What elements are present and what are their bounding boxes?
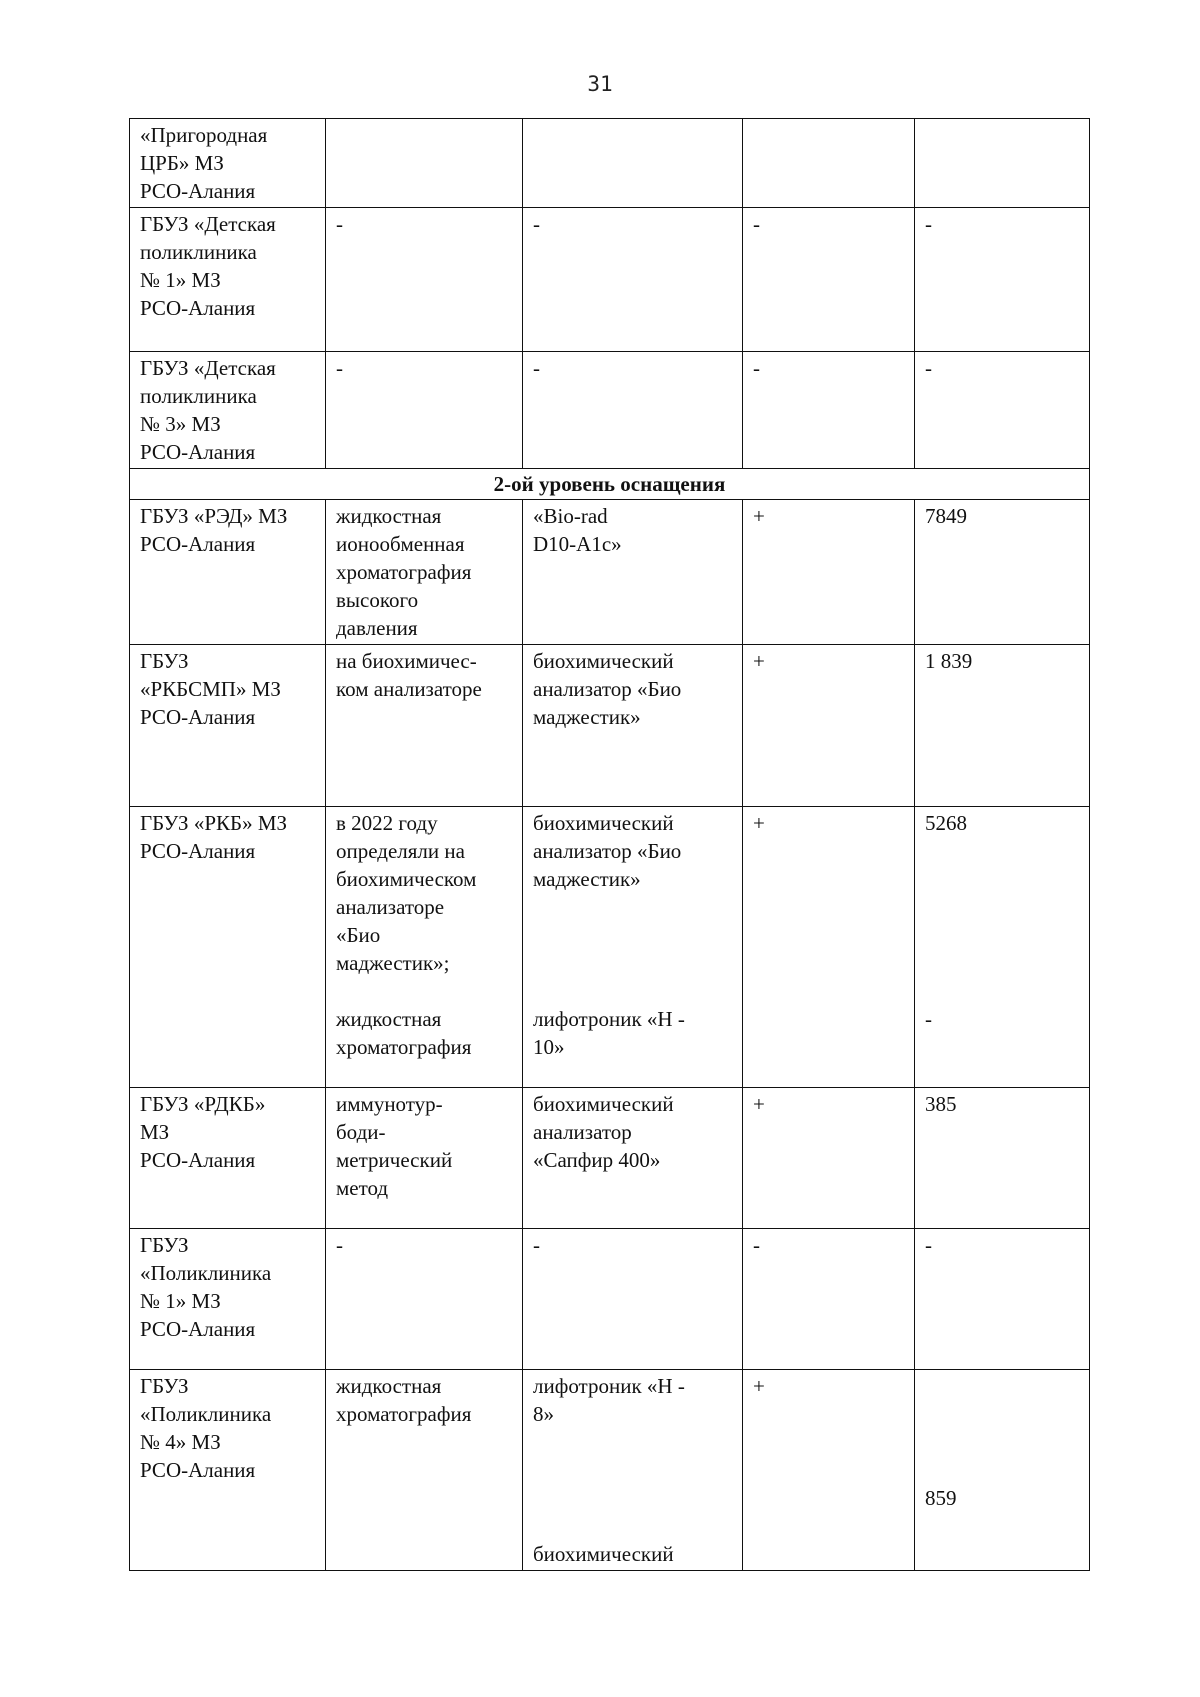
method-cell bbox=[326, 119, 523, 208]
count-cell: 859 bbox=[915, 1370, 1090, 1571]
org-cell: ГБУЗ «Поликлиника № 4» МЗ РСО-Алания bbox=[130, 1370, 326, 1571]
table-row bbox=[130, 807, 1090, 1088]
method-cell: жидкостная ионообменная хроматография высокого давления bbox=[326, 500, 523, 645]
table-row bbox=[130, 645, 1090, 807]
count-cell: 5268 - bbox=[915, 807, 1090, 1088]
org-cell: ГБУЗ «РДКБ» МЗ РСО-Алания bbox=[130, 1088, 326, 1229]
table-row bbox=[130, 352, 1090, 469]
plus-cell: - bbox=[743, 208, 915, 352]
analyzer-cell: - bbox=[523, 352, 743, 469]
analyzer-cell: лифотроник «Н - 8» биохимический bbox=[523, 1370, 743, 1571]
table-row bbox=[130, 1370, 1090, 1571]
table-row bbox=[130, 500, 1090, 645]
count-cell bbox=[915, 119, 1090, 208]
analyzer-cell: - bbox=[523, 1229, 743, 1370]
count-cell: 7849 bbox=[915, 500, 1090, 645]
analyzer-cell: «Bio-rad D10-A1c» bbox=[523, 500, 743, 645]
method-cell: - bbox=[326, 1229, 523, 1370]
method-cell: в 2022 году определяли на биохимическом анализаторе «Био маджестик»; жидкостная хроматография bbox=[326, 807, 523, 1088]
plus-cell: - bbox=[743, 352, 915, 469]
method-cell: на биохимичес- ком анализаторе bbox=[326, 645, 523, 807]
org-cell: ГБУЗ «Детская поликлиника № 3» МЗ РСО-Алания bbox=[130, 352, 326, 469]
analyzer-cell: биохимический анализатор «Био маджестик» bbox=[523, 645, 743, 807]
plus-cell: + bbox=[743, 500, 915, 645]
table-row bbox=[130, 1229, 1090, 1370]
org-cell: ГБУЗ «РЭД» МЗ РСО-Алания bbox=[130, 500, 326, 645]
method-cell: - bbox=[326, 208, 523, 352]
section-header: 2-ой уровень оснащения bbox=[130, 469, 1090, 500]
org-cell: ГБУЗ «РКБ» МЗ РСО-Алания bbox=[130, 807, 326, 1088]
count-cell: 1 839 bbox=[915, 645, 1090, 807]
org-cell: ГБУЗ «РКБСМП» МЗ РСО-Алания bbox=[130, 645, 326, 807]
count-cell: - bbox=[915, 352, 1090, 469]
plus-cell: + bbox=[743, 1370, 915, 1571]
table-row bbox=[130, 1088, 1090, 1229]
method-cell: иммунотур- боди- метрический метод bbox=[326, 1088, 523, 1229]
analyzer-cell: - bbox=[523, 208, 743, 352]
plus-cell: + bbox=[743, 807, 915, 1088]
method-cell: - bbox=[326, 352, 523, 469]
analyzer-cell bbox=[523, 119, 743, 208]
count-cell: - bbox=[915, 208, 1090, 352]
section-header-row bbox=[130, 469, 1090, 500]
method-cell: жидкостная хроматография bbox=[326, 1370, 523, 1571]
equipment-table bbox=[129, 118, 1090, 1571]
analyzer-cell: биохимический анализатор «Сапфир 400» bbox=[523, 1088, 743, 1229]
org-cell: ГБУЗ «Детская поликлиника № 1» МЗ РСО-Алания bbox=[130, 208, 326, 352]
table-row bbox=[130, 208, 1090, 352]
analyzer-cell: биохимический анализатор «Био маджестик» лифотроник «Н - 10» bbox=[523, 807, 743, 1088]
count-cell: 385 bbox=[915, 1088, 1090, 1229]
plus-cell bbox=[743, 119, 915, 208]
plus-cell: - bbox=[743, 1229, 915, 1370]
org-cell: «Пригородная ЦРБ» МЗ РСО-Алания bbox=[130, 119, 326, 208]
table-row bbox=[130, 119, 1090, 208]
org-cell: ГБУЗ «Поликлиника № 1» МЗ РСО-Алания bbox=[130, 1229, 326, 1370]
plus-cell: + bbox=[743, 645, 915, 807]
page-number: 31 bbox=[587, 72, 613, 96]
count-cell: - bbox=[915, 1229, 1090, 1370]
plus-cell: + bbox=[743, 1088, 915, 1229]
